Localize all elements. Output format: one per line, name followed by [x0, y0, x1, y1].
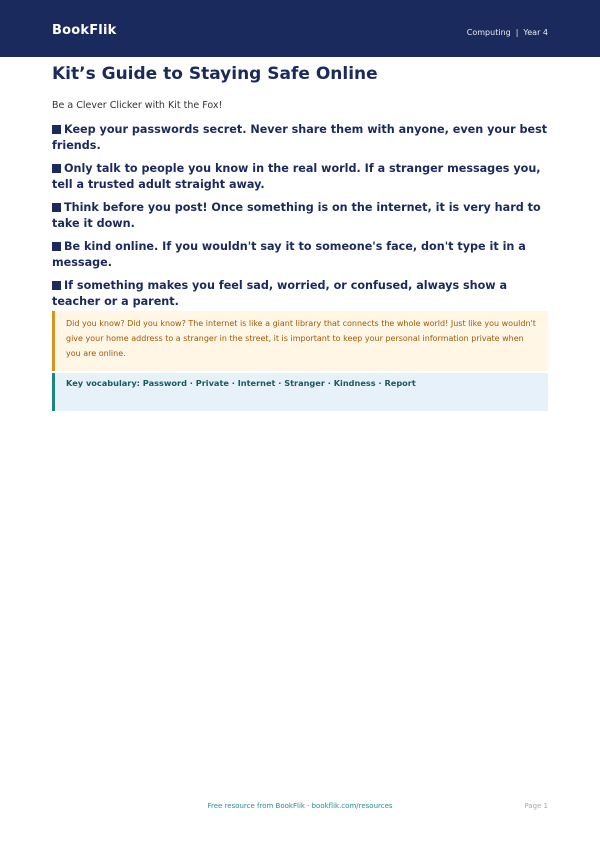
key-vocabulary-box: Key vocabulary: Password · Private · Internet · Stranger · Kindness · Report: [52, 373, 548, 411]
subject-label: Computing: [466, 28, 511, 37]
square-bullet-icon: [52, 203, 61, 212]
page-number: Page 1: [524, 802, 548, 810]
tip-item: [52, 239, 548, 271]
tip-item: [52, 200, 548, 232]
tip-item: [52, 278, 548, 310]
page-subtitle: Be a Clever Clicker with Kit the Fox!: [52, 100, 223, 111]
square-bullet-icon: [52, 242, 61, 251]
brand-logo[interactable]: BookFlik: [52, 23, 117, 38]
tip-text: If something makes you feel sad, worried, or confused, always show a teacher or a parent.: [52, 279, 508, 308]
meta-separator: |: [515, 28, 519, 37]
tip-text: Only talk to people you know in the real world. If a stranger messages you, tell a trusted adult straight away.: [52, 162, 541, 191]
tip-text: Be kind online. If you wouldn't say it to someone's face, don't type it in a message.: [52, 240, 526, 269]
tip-item: [52, 161, 548, 193]
tip-item: [52, 122, 548, 154]
year-label: Year 4: [523, 28, 548, 37]
tip-text: Think before you post! Once something is on the internet, it is very hard to take it down.: [52, 201, 541, 230]
page-title: Kit’s Guide to Staying Safe Online: [52, 64, 378, 84]
tip-text: Keep your passwords secret. Never share them with anyone, even your best friends.: [52, 123, 548, 152]
header-meta: [467, 28, 548, 37]
header-bar: [0, 0, 600, 57]
square-bullet-icon: [52, 164, 61, 173]
square-bullet-icon: [52, 281, 61, 290]
footer-source-link[interactable]: Free resource from BookFlik · bookflik.com/resources: [207, 802, 393, 810]
square-bullet-icon: [52, 125, 61, 134]
tips-list: [52, 122, 548, 317]
did-you-know-callout: Did you know? Did you know? The internet is like a giant library that connects the whole world! Just like you wouldn't give your home address to a stranger in the street, it is important to keep your personal information private when you are online.: [52, 311, 548, 371]
